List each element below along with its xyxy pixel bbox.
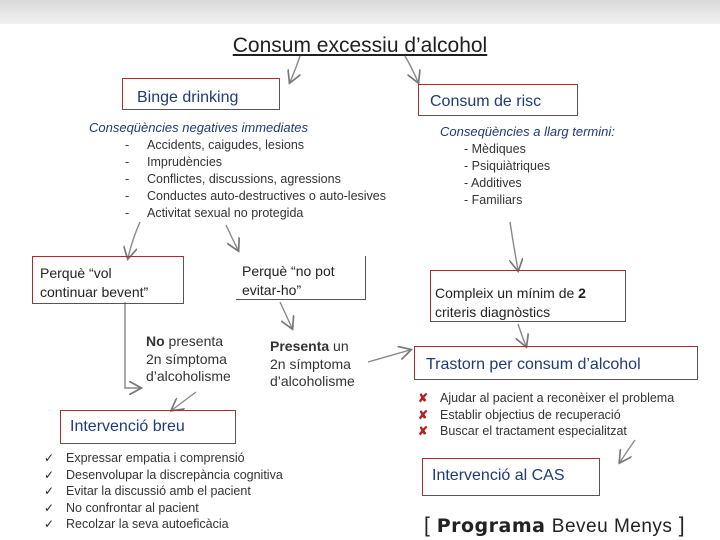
binge-drinking-label: Binge drinking (137, 89, 239, 106)
arrow-nopot-to-presenta (280, 302, 292, 328)
list-item: ✓ No confrontar al pacient (44, 500, 199, 515)
presenta-text (270, 338, 355, 391)
page-title: Consum excessiu d’alcohol (232, 34, 488, 57)
vol-line2: continuar bevent” (40, 284, 149, 300)
no-presenta-rest: presenta (164, 333, 224, 349)
arrow-trastorn-to-cas (620, 440, 635, 462)
list-item: ✓ Recolzar la seva autoeficàcia (44, 517, 229, 531)
intervencio-cas-label: Intervenció al CAS (432, 467, 565, 484)
list-item: ✓ Evitar la discussió amb el pacient (44, 484, 251, 498)
check-mark-icon: ✓ (44, 500, 55, 515)
check-mark-icon: ✓ (44, 451, 55, 465)
arrow-criteria-to-trastorn (518, 324, 526, 346)
list-item: ✓ Expressar empatia i comprensió (44, 451, 245, 465)
nopot-line2: evitar-ho” (242, 282, 302, 298)
trastorn-label: Trastorn per consum d’alcohol (426, 356, 641, 373)
list-item: ✘ Buscar el tractament especialitzat (418, 424, 627, 438)
list-item: ✓ Desenvolupar la discrepància cognitiva (44, 467, 283, 482)
presenta-rest: un (329, 338, 349, 354)
list-item: - Additives (464, 176, 522, 190)
list-item: - Conflictes, discussions, agressions (89, 171, 386, 188)
cross-mark-icon: ✘ (418, 407, 429, 422)
long-term-consequences-heading: Conseqüències a llarg termini: (440, 124, 615, 139)
breu-actions-list (44, 450, 283, 533)
criteria-line1-pre: Compleix un mínim de (435, 285, 579, 301)
check-mark-icon: ✓ (44, 467, 55, 482)
arrow-title-to-risk (405, 56, 418, 82)
list-item: - Psiquiàtriques (464, 159, 551, 173)
presenta-strong: Presenta (270, 338, 330, 354)
list-item: - Activitat sexual no protegida (89, 205, 386, 222)
cross-mark-icon: ✘ (418, 391, 429, 405)
intervencio-breu-label: Intervenció breu (70, 418, 185, 435)
no-presenta-text (146, 333, 231, 386)
arrow-binge-to-nopot (226, 225, 238, 250)
criteria-line1-bold: 2 (578, 285, 586, 301)
cross-mark-icon: ✘ (418, 424, 429, 438)
arrow-binge-to-vol (128, 222, 140, 258)
arrow-nopresenta-to-breu (172, 392, 196, 410)
presenta-line2: 2n símptoma (270, 355, 351, 372)
arrow-vol-to-breu (125, 302, 140, 388)
trastorn-actions-list (418, 390, 674, 440)
arrow-title-to-binge (290, 56, 300, 82)
list-item: - Conductes auto-destructives o auto-lesives (89, 188, 386, 205)
immediate-consequences-heading: Conseqüències negatives immediates (89, 120, 308, 135)
arrow-risk-to-criteria (510, 222, 518, 270)
programa-beveu-menys-logo: [ Programa Beveu Menys ] (424, 514, 686, 537)
arrow-presenta-to-trastorn (368, 350, 410, 362)
list-item: - Familiars (464, 193, 523, 207)
nopot-line1: Perquè “no pot (242, 263, 335, 279)
consum-de-risc-label: Consum de risc (430, 93, 542, 110)
list-item: ✘ Establir objectius de recuperació (418, 407, 621, 422)
list-item: - Mèdiques (464, 142, 526, 156)
no-presenta-strong: No (146, 333, 165, 349)
presenta-line3: d’alcoholisme (270, 373, 355, 389)
list-item: - Accidents, caigudes, lesions (89, 137, 386, 154)
criteria-text (435, 284, 586, 322)
list-item: - Imprudències (89, 154, 386, 171)
no-pot-evitar-text (242, 262, 335, 300)
criteria-line2: criteris diagnòstics (435, 304, 551, 320)
long-term-consequences-list (464, 141, 550, 209)
check-mark-icon: ✓ (44, 484, 55, 498)
vol-continuar-bevent-text (40, 264, 148, 302)
vol-line1: Perquè “vol (40, 265, 112, 281)
immediate-consequences-list (89, 137, 386, 222)
no-presenta-line3: d’alcoholisme (146, 368, 231, 384)
no-presenta-line2: 2n símptoma (146, 350, 227, 367)
list-item: ✘ Ajudar al pacient a reconèixer el problema (418, 391, 675, 405)
check-mark-icon: ✓ (44, 517, 55, 531)
